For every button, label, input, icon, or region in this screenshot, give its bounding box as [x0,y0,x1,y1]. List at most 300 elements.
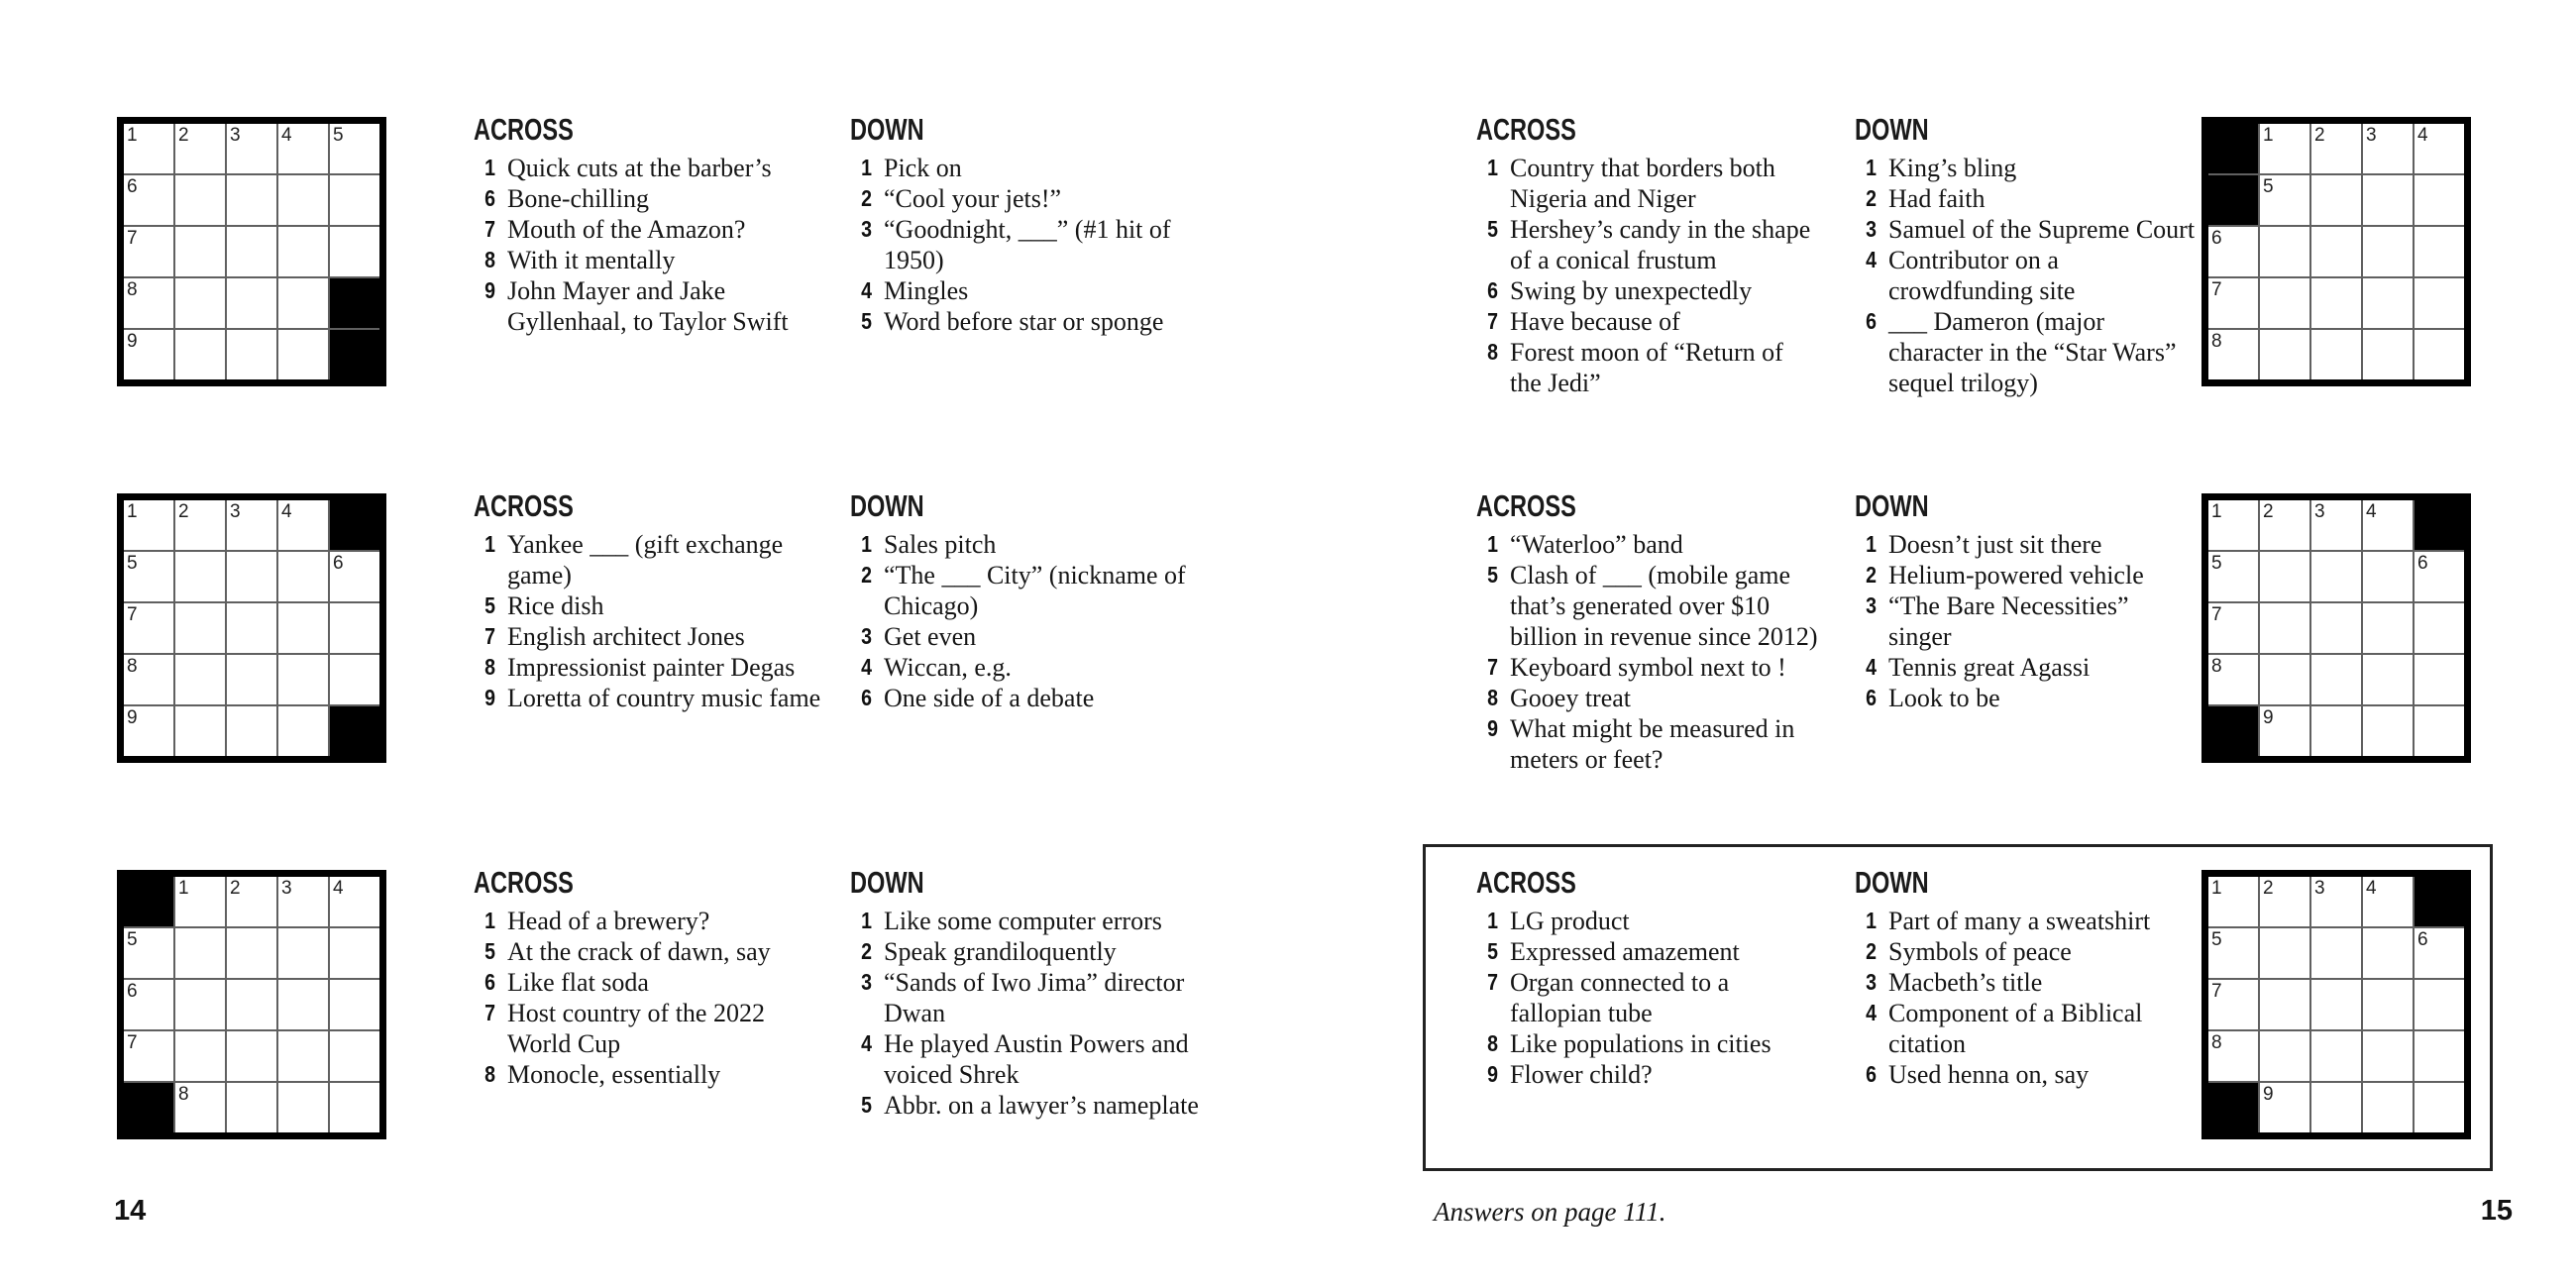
clue-number: 8 [1487,1030,1498,1056]
clue [474,275,826,337]
grid-cell[interactable] [175,500,225,550]
clue-text: Head of a brewery? [507,907,710,935]
clue-text: Abbr. on a lawyer’s nameplate [884,1091,1199,1120]
grid-cell[interactable] [2311,655,2361,704]
grid-cell[interactable] [2208,330,2258,379]
down-clues [850,489,1219,713]
grid-cell[interactable] [278,1031,328,1081]
clue-number: 8 [484,654,495,680]
clue-number: 1 [1487,531,1498,557]
grid-cell[interactable] [227,603,276,653]
crossword-grid [117,870,386,1139]
clue [850,275,1219,306]
clue-list [850,153,1219,337]
grid-cell[interactable] [278,1083,328,1132]
clue-number: 2 [861,562,872,588]
grid-cell[interactable] [124,980,173,1029]
clue-text: “The Bare Necessities” singer [1888,591,2129,651]
grid-cell[interactable] [227,706,276,756]
cell-number: 8 [2211,1032,2222,1053]
grid-cell[interactable] [2311,928,2361,978]
clue-number: 7 [484,623,495,649]
clue-text: Yankee ___ (gift exchange game) [507,530,784,590]
clue-number: 7 [484,1000,495,1025]
grid-cell[interactable] [2311,603,2361,653]
grid-cell[interactable] [278,655,328,704]
clue-list [474,153,826,337]
cell-number: 9 [2263,1084,2274,1105]
cell-number: 5 [333,125,344,146]
grid-cell-black [2415,877,2464,926]
grid-cell[interactable] [2260,278,2309,328]
grid-cell[interactable] [2363,928,2413,978]
grid-cell[interactable] [2208,1031,2258,1081]
grid-cell[interactable] [278,980,328,1029]
clue-number: 9 [1487,1061,1498,1087]
clue [850,1028,1219,1090]
grid-cell[interactable] [278,706,328,756]
grid-cell[interactable] [2311,124,2361,173]
cell-number: 4 [281,125,292,146]
grid-cell[interactable] [2415,928,2464,978]
grid-cell[interactable] [278,552,328,601]
clue-number: 6 [484,969,495,995]
grid-cell[interactable] [2260,175,2309,225]
cell-number: 3 [230,125,241,146]
grid-cell[interactable] [2260,330,2309,379]
clue [850,560,1219,621]
grid-cell-black [2415,500,2464,550]
grid-cell[interactable] [2363,877,2413,926]
clue-number: 6 [1866,685,1877,710]
grid-cell-black [330,706,379,756]
clue [474,652,826,683]
grid-cell[interactable] [2208,500,2258,550]
grid-cell[interactable] [124,928,173,978]
page-number-right: 15 [2480,1195,2513,1227]
grid-cell[interactable] [278,928,328,978]
clue-text: Mingles [884,276,969,305]
grid-cell[interactable] [2208,552,2258,601]
grid-cell[interactable] [2415,124,2464,173]
grid-cell[interactable] [330,928,379,978]
grid-cell[interactable] [227,278,276,328]
crossword-grid [117,117,386,386]
clue [850,967,1219,1028]
clue-text: Like flat soda [507,968,649,997]
clue-text: Impressionist painter Degas [507,653,796,682]
grid-cell[interactable] [2311,500,2361,550]
grid-cell[interactable] [175,124,225,173]
grid-cell[interactable] [124,655,173,704]
clue [1855,998,2196,1059]
grid-cell[interactable] [124,552,173,601]
down-header: DOWN [1855,865,1929,900]
clue [1855,153,2196,183]
clue [1855,1059,2196,1090]
cell-number: 4 [333,878,344,899]
grid-cell-black [124,1083,173,1132]
grid-cell[interactable] [330,603,379,653]
across-header: ACROSS [474,865,574,900]
clue-text: Host country of the 2022 World Cup [507,999,765,1058]
clue-number: 5 [1487,938,1498,964]
clue [850,214,1219,275]
grid-cell[interactable] [2260,980,2309,1029]
grid-cell[interactable] [2311,1031,2361,1081]
cell-number: 3 [2366,125,2377,146]
clue-text: Quick cuts at the barber’s [507,154,772,182]
grid-cell[interactable] [2363,706,2413,756]
grid-cell[interactable] [124,330,173,379]
cell-number: 1 [2263,125,2274,146]
clue [474,214,826,245]
grid-cell[interactable] [330,552,379,601]
clue-text: “The ___ City” (nickname of Chicago) [884,561,1186,620]
clue-text: What might be measured in meters or feet? [1510,714,1795,774]
clue [850,683,1219,713]
grid-cell[interactable] [175,552,225,601]
grid-cell[interactable] [278,603,328,653]
clue-number: 4 [1866,654,1877,680]
grid-cell[interactable] [175,877,225,926]
grid-cell[interactable] [2208,227,2258,276]
clue-list [1855,529,2196,713]
grid-cell[interactable] [175,655,225,704]
clue-number: 3 [861,623,872,649]
grid-cell[interactable] [2415,706,2464,756]
crossword-grid [2201,870,2471,1139]
clue-text: Mouth of the Amazon? [507,215,746,244]
clue-text: Doesn’t just sit there [1888,530,2102,559]
grid-cell[interactable] [278,877,328,926]
clue [1476,214,1819,275]
grid-cell[interactable] [2260,603,2309,653]
grid-cell[interactable] [175,1083,225,1132]
grid-cell[interactable] [227,500,276,550]
grid-cell[interactable] [2260,124,2309,173]
grid-cell[interactable] [175,603,225,653]
grid-cell[interactable] [2208,603,2258,653]
crossword-grid [2201,493,2471,763]
clue [1476,936,1819,967]
grid-cell[interactable] [2208,877,2258,926]
grid-cell[interactable] [2311,1083,2361,1132]
clue-text: At the crack of dawn, say [507,937,771,966]
clue [1476,1059,1819,1090]
grid-cell[interactable] [124,227,173,276]
clue-text: Tennis great Agassi [1888,653,2091,682]
grid-cell[interactable] [175,227,225,276]
grid-cell[interactable] [2415,655,2464,704]
grid-cell[interactable] [330,1083,379,1132]
clue-text: King’s bling [1888,154,2017,182]
grid-cell[interactable] [2260,706,2309,756]
clue-number: 1 [1487,155,1498,180]
cell-number: 3 [230,501,241,522]
cell-number: 9 [127,331,138,352]
clue [1855,183,2196,214]
grid-cell[interactable] [2260,552,2309,601]
clue [474,621,826,652]
cell-number: 3 [2314,878,2325,899]
clue-number: 8 [1487,339,1498,365]
grid-cell[interactable] [2415,1031,2464,1081]
across-header: ACROSS [474,112,574,147]
clue-number: 2 [861,185,872,211]
grid-cell[interactable] [124,1031,173,1081]
grid-cell[interactable] [124,175,173,225]
grid-cell[interactable] [2260,500,2309,550]
grid-cell[interactable] [2260,227,2309,276]
clue-number: 3 [1866,592,1877,618]
clue-list [1476,153,1819,398]
clue-text: “Sands of Iwo Jima” director Dwan [884,968,1185,1027]
grid-cell[interactable] [330,175,379,225]
clue-text: English architect Jones [507,622,745,651]
clue-number: 6 [1487,277,1498,303]
clue [1476,560,1819,652]
clue-number: 5 [861,308,872,334]
grid-cell[interactable] [227,877,276,926]
across-clues [474,113,826,337]
cell-number: 2 [2314,125,2325,146]
clue [474,183,826,214]
grid-cell[interactable] [2363,1031,2413,1081]
down-clues [850,866,1219,1121]
clue-number: 3 [861,969,872,995]
clue [1855,683,2196,713]
clue-text: Rice dish [507,591,604,620]
grid-cell[interactable] [2311,877,2361,926]
clue-text: Symbols of peace [1888,937,2072,966]
grid-cell[interactable] [227,655,276,704]
clue-text: Hershey’s candy in the shape of a conical frustum [1510,215,1811,274]
clue-number: 4 [1866,1000,1877,1025]
grid-cell[interactable] [175,928,225,978]
clue [1476,652,1819,683]
clue-number: 6 [1866,308,1877,334]
crossword-grid [117,493,386,763]
cell-number: 9 [127,707,138,728]
clue-text: Forest moon of “Return of the Jedi” [1510,338,1783,397]
cell-number: 7 [2211,981,2222,1002]
clue [1855,590,2196,652]
grid-cell[interactable] [2363,980,2413,1029]
cell-number: 5 [2263,176,2274,197]
clue-text: “Cool your jets!” [884,184,1062,213]
clue-number: 1 [484,531,495,557]
grid-cell[interactable] [2415,1083,2464,1132]
clue [850,529,1219,560]
clue-text: Speak grandiloquently [884,937,1117,966]
grid-cell[interactable] [2363,655,2413,704]
clue-number: 7 [1487,654,1498,680]
grid-cell[interactable] [2415,330,2464,379]
grid-cell[interactable] [2363,278,2413,328]
grid-cell[interactable] [124,706,173,756]
clue-number: 1 [484,155,495,180]
grid-cell[interactable] [2208,278,2258,328]
clue-number: 6 [861,685,872,710]
grid-cell[interactable] [227,1031,276,1081]
clue-text: Keyboard symbol next to ! [1510,653,1786,682]
grid-cell[interactable] [175,706,225,756]
clue-text: LG product [1510,907,1630,935]
across-clues [1476,866,1819,1090]
cell-number: 1 [2211,501,2222,522]
grid-cell[interactable] [2415,278,2464,328]
clue [1855,652,2196,683]
clue-list [1476,906,1819,1090]
grid-cell[interactable] [2415,227,2464,276]
grid-cell[interactable] [227,928,276,978]
grid-cell[interactable] [278,500,328,550]
grid-cell[interactable] [175,980,225,1029]
clue [850,652,1219,683]
down-header: DOWN [850,488,924,523]
cell-number: 7 [2211,604,2222,625]
clue-number: 2 [1866,185,1877,211]
grid-cell[interactable] [2363,603,2413,653]
grid-cell[interactable] [330,1031,379,1081]
clue-text: Clash of ___ (mobile game that’s generated over $10 billion in revenue since 2012) [1510,561,1818,651]
cell-number: 4 [2366,878,2377,899]
grid-cell[interactable] [330,980,379,1029]
grid-cell[interactable] [2363,330,2413,379]
grid-cell[interactable] [330,877,379,926]
clue-number: 1 [1866,531,1877,557]
grid-cell[interactable] [2415,175,2464,225]
cell-number: 8 [127,656,138,677]
clue-number: 5 [484,592,495,618]
grid-cell[interactable] [2311,227,2361,276]
grid-cell[interactable] [227,1083,276,1132]
page-number-left: 14 [114,1195,147,1227]
grid-cell[interactable] [2260,1083,2309,1132]
grid-cell[interactable] [124,124,173,173]
clue-text: Wiccan, e.g. [884,653,1012,682]
clue-text: He played Austin Powers and voiced Shrek [884,1029,1189,1089]
clue [1855,245,2196,306]
grid-cell[interactable] [2415,552,2464,601]
grid-cell[interactable] [124,278,173,328]
grid-cell[interactable] [2363,1083,2413,1132]
grid-cell[interactable] [227,124,276,173]
grid-cell[interactable] [175,278,225,328]
clue [1476,713,1819,775]
cell-number: 5 [2211,553,2222,574]
grid-cell[interactable] [2208,655,2258,704]
grid-cell[interactable] [2363,124,2413,173]
grid-cell[interactable] [2363,227,2413,276]
clue-number: 1 [484,908,495,933]
clue-list [850,906,1219,1121]
clue [1855,936,2196,967]
cell-number: 8 [2211,656,2222,677]
clue [1855,560,2196,590]
clue-list [850,529,1219,713]
grid-cell[interactable] [2363,552,2413,601]
grid-cell[interactable] [330,655,379,704]
grid-cell[interactable] [2260,877,2309,926]
grid-cell[interactable] [2415,980,2464,1029]
grid-cell[interactable] [2311,706,2361,756]
grid-cell[interactable] [278,227,328,276]
grid-cell[interactable] [278,175,328,225]
clue-text: Word before star or sponge [884,307,1164,336]
cell-number: 2 [2263,501,2274,522]
grid-cell[interactable] [2260,928,2309,978]
clue [850,906,1219,936]
grid-cell[interactable] [2208,928,2258,978]
cell-number: 1 [178,878,189,899]
grid-cell[interactable] [175,330,225,379]
grid-cell-black [124,877,173,926]
grid-cell[interactable] [2311,980,2361,1029]
grid-cell[interactable] [2311,175,2361,225]
clue [474,245,826,275]
grid-cell[interactable] [227,330,276,379]
answers-note: Answers on page 111. [1434,1197,1666,1227]
clue-number: 9 [484,277,495,303]
clue-text: Gooey treat [1510,684,1632,712]
clue-text: Monocle, essentially [507,1060,721,1089]
cell-number: 4 [2417,125,2428,146]
grid-cell[interactable] [2260,1031,2309,1081]
grid-cell[interactable] [175,175,225,225]
clue-text: Macbeth’s title [1888,968,2043,997]
clue [1476,529,1819,560]
clue [474,1059,826,1090]
clue [1476,337,1819,398]
grid-cell[interactable] [2208,980,2258,1029]
clue-text: John Mayer and Jake Gyllenhaal, to Taylor Swift [507,276,789,336]
grid-cell[interactable] [227,175,276,225]
grid-cell[interactable] [2260,655,2309,704]
clue [850,936,1219,967]
across-clues [1476,489,1819,775]
clue-text: Country that borders both Nigeria and Niger [1510,154,1775,213]
clue-number: 6 [484,185,495,211]
grid-cell[interactable] [2311,278,2361,328]
grid-cell[interactable] [330,227,379,276]
grid-cell[interactable] [227,227,276,276]
grid-cell[interactable] [278,124,328,173]
grid-cell[interactable] [227,552,276,601]
grid-cell[interactable] [278,278,328,328]
grid-cell[interactable] [278,330,328,379]
clue-number: 8 [1487,685,1498,710]
grid-cell[interactable] [2363,175,2413,225]
grid-cell[interactable] [330,124,379,173]
grid-cell[interactable] [124,603,173,653]
grid-cell[interactable] [227,980,276,1029]
crossword-grid [2201,117,2471,386]
grid-cell[interactable] [175,1031,225,1081]
clue-text: Contributor on a crowdfunding site [1888,246,2076,305]
clue-number: 2 [1866,938,1877,964]
grid-cell[interactable] [2311,330,2361,379]
grid-cell[interactable] [2363,500,2413,550]
grid-cell[interactable] [124,500,173,550]
grid-cell[interactable] [2311,552,2361,601]
clue [1476,275,1819,306]
clue-number: 1 [861,155,872,180]
cell-number: 4 [281,501,292,522]
grid-cell[interactable] [2415,603,2464,653]
cell-number: 8 [178,1084,189,1105]
